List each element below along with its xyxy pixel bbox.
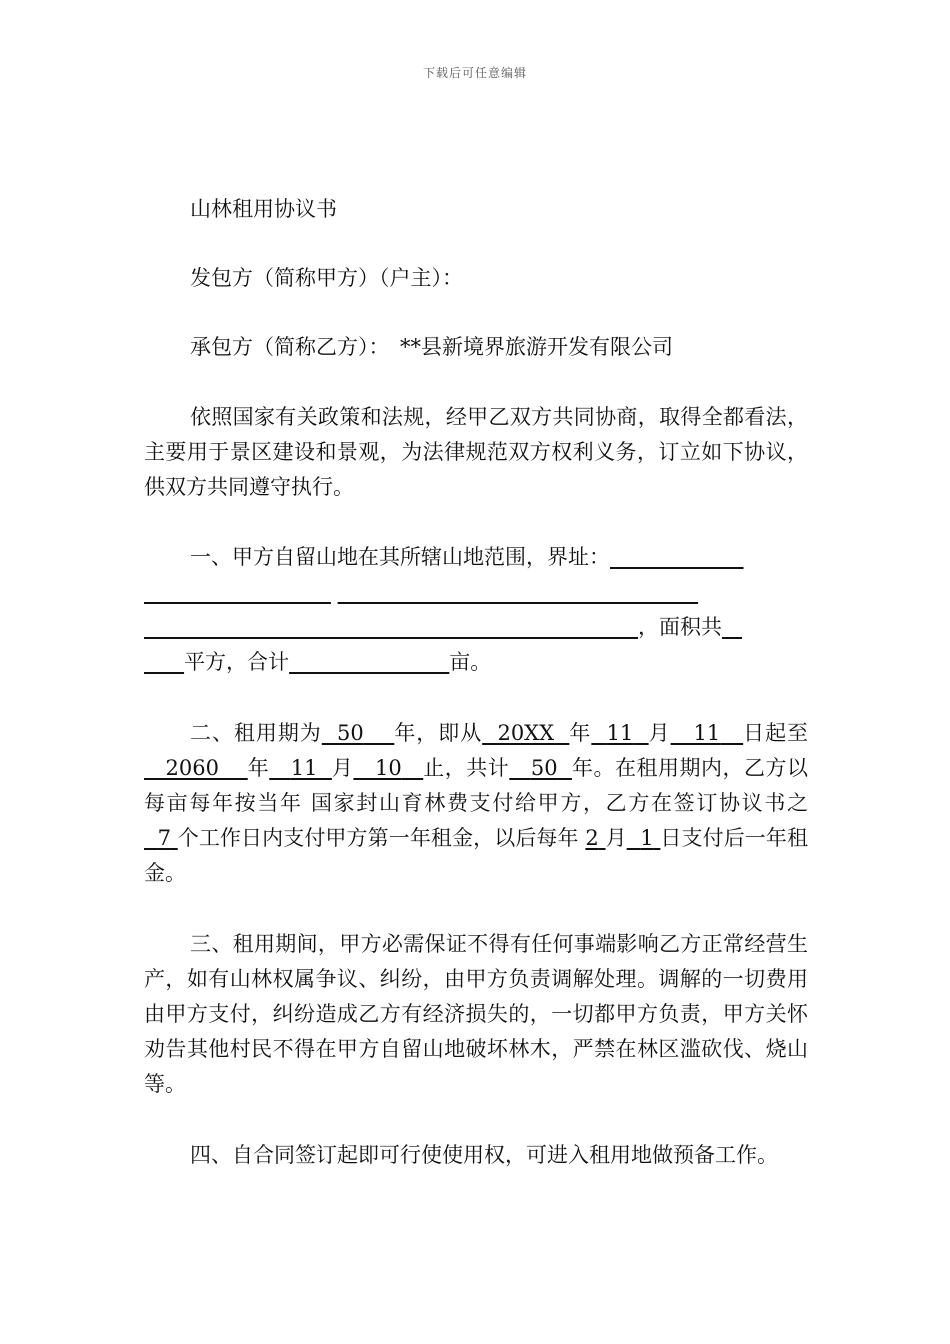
boundary-blank-3[interactable] bbox=[338, 580, 698, 604]
clause-2-text-6: 年 bbox=[247, 756, 270, 780]
pay-day-value: 1 bbox=[640, 826, 654, 850]
start-day-value: 11 bbox=[693, 721, 721, 745]
clause-2-text-8: 止，共计 bbox=[423, 756, 510, 780]
total-years-field[interactable] bbox=[509, 756, 572, 780]
end-month-field[interactable] bbox=[269, 756, 332, 780]
clause-2-text-4: 月 bbox=[648, 721, 671, 745]
clause-2-text-2: 年，即从 bbox=[394, 721, 483, 745]
clause-2-text-11: 月 bbox=[605, 826, 627, 850]
years-field[interactable] bbox=[322, 721, 395, 745]
boundary-blank-4[interactable] bbox=[144, 615, 638, 639]
party-a-line: 发包方（简称甲方）（户主）： bbox=[190, 266, 463, 290]
pay-month-field[interactable] bbox=[585, 826, 605, 850]
area-blank-a[interactable] bbox=[722, 615, 742, 639]
intro-paragraph: 依照国家有关政策和法规，经甲乙双方共同协商，取得全都看法，主要用于景区建设和景观，为法律规范双方权利义务，订立如下协议，供双方共同遵守执行。 bbox=[144, 405, 808, 499]
end-day-value: 10 bbox=[374, 756, 402, 780]
clause-2-text-3: 年 bbox=[569, 721, 592, 745]
start-year-value: 20XX bbox=[497, 721, 555, 745]
clause-3: 三、租用期间，甲方必需保证不得有任何事端影响乙方正常经营生产，如有山林权属争议、纠纷，由甲方负责调解处理。调解的一切费用由甲方支付，纠纷造成乙方有经济损失的，一切都甲方负责，甲方关怀劝告其他村民不得在甲方自留山地破坏林木，严禁在林区滥砍伐、烧山等。 bbox=[144, 932, 808, 1096]
clause-2 bbox=[144, 716, 808, 891]
clause-2-text-7: 月 bbox=[331, 756, 354, 780]
start-day-field[interactable] bbox=[671, 721, 744, 745]
clause-2-text-5: 日起至 bbox=[743, 721, 809, 745]
clause-2-text-9: 年。在租用期内，乙方以每亩每年按当年 国家封山育林费支付给甲方，乙方在签订协议书之 bbox=[144, 756, 809, 815]
boundary-blank-2[interactable] bbox=[144, 580, 331, 604]
document-body bbox=[144, 192, 808, 1209]
mu-blank[interactable] bbox=[289, 650, 449, 674]
area-blank-b[interactable] bbox=[144, 650, 184, 674]
area-unit: 平方，合计 bbox=[184, 650, 290, 674]
workdays-field[interactable] bbox=[144, 826, 178, 850]
clause-1 bbox=[144, 540, 808, 680]
end-day-field[interactable] bbox=[353, 756, 423, 780]
start-month-value: 11 bbox=[606, 721, 634, 745]
end-year-value: 2060 bbox=[165, 756, 219, 780]
mu-unit: 亩。 bbox=[449, 650, 492, 674]
clause-2-text-10: 个工作日内支付甲方第一年租金，以后每年 bbox=[177, 826, 579, 850]
pay-day-field[interactable] bbox=[627, 826, 661, 850]
end-month-value: 11 bbox=[290, 756, 318, 780]
clause-1-prefix: 一、甲方自留山地在其所辖山地范围，界址： bbox=[190, 545, 610, 569]
document-title: 山林租用协议书 bbox=[190, 197, 337, 221]
party-b-line: 承包方（简称乙方）： **县新境界旅游开发有限公司 bbox=[190, 335, 673, 359]
workdays-value: 7 bbox=[157, 826, 171, 850]
clause-2-text-1: 二、租用期为 bbox=[190, 721, 322, 745]
start-year-field[interactable] bbox=[482, 721, 569, 745]
end-year-field[interactable] bbox=[144, 756, 248, 780]
pay-month-value: 2 bbox=[585, 826, 599, 850]
clause-4: 四、自合同签订起即可行使使用权，可进入租用地做预备工作。 bbox=[190, 1143, 778, 1167]
total-years-value: 50 bbox=[530, 756, 558, 780]
years-value: 50 bbox=[337, 721, 364, 745]
page-header: 下载后可任意编辑 bbox=[422, 66, 527, 80]
area-label: ，面积共 bbox=[637, 615, 722, 639]
start-month-field[interactable] bbox=[591, 721, 648, 745]
boundary-blank-1[interactable] bbox=[610, 545, 744, 569]
clause-2-text-12: 日支付后一年租金。 bbox=[144, 826, 808, 885]
